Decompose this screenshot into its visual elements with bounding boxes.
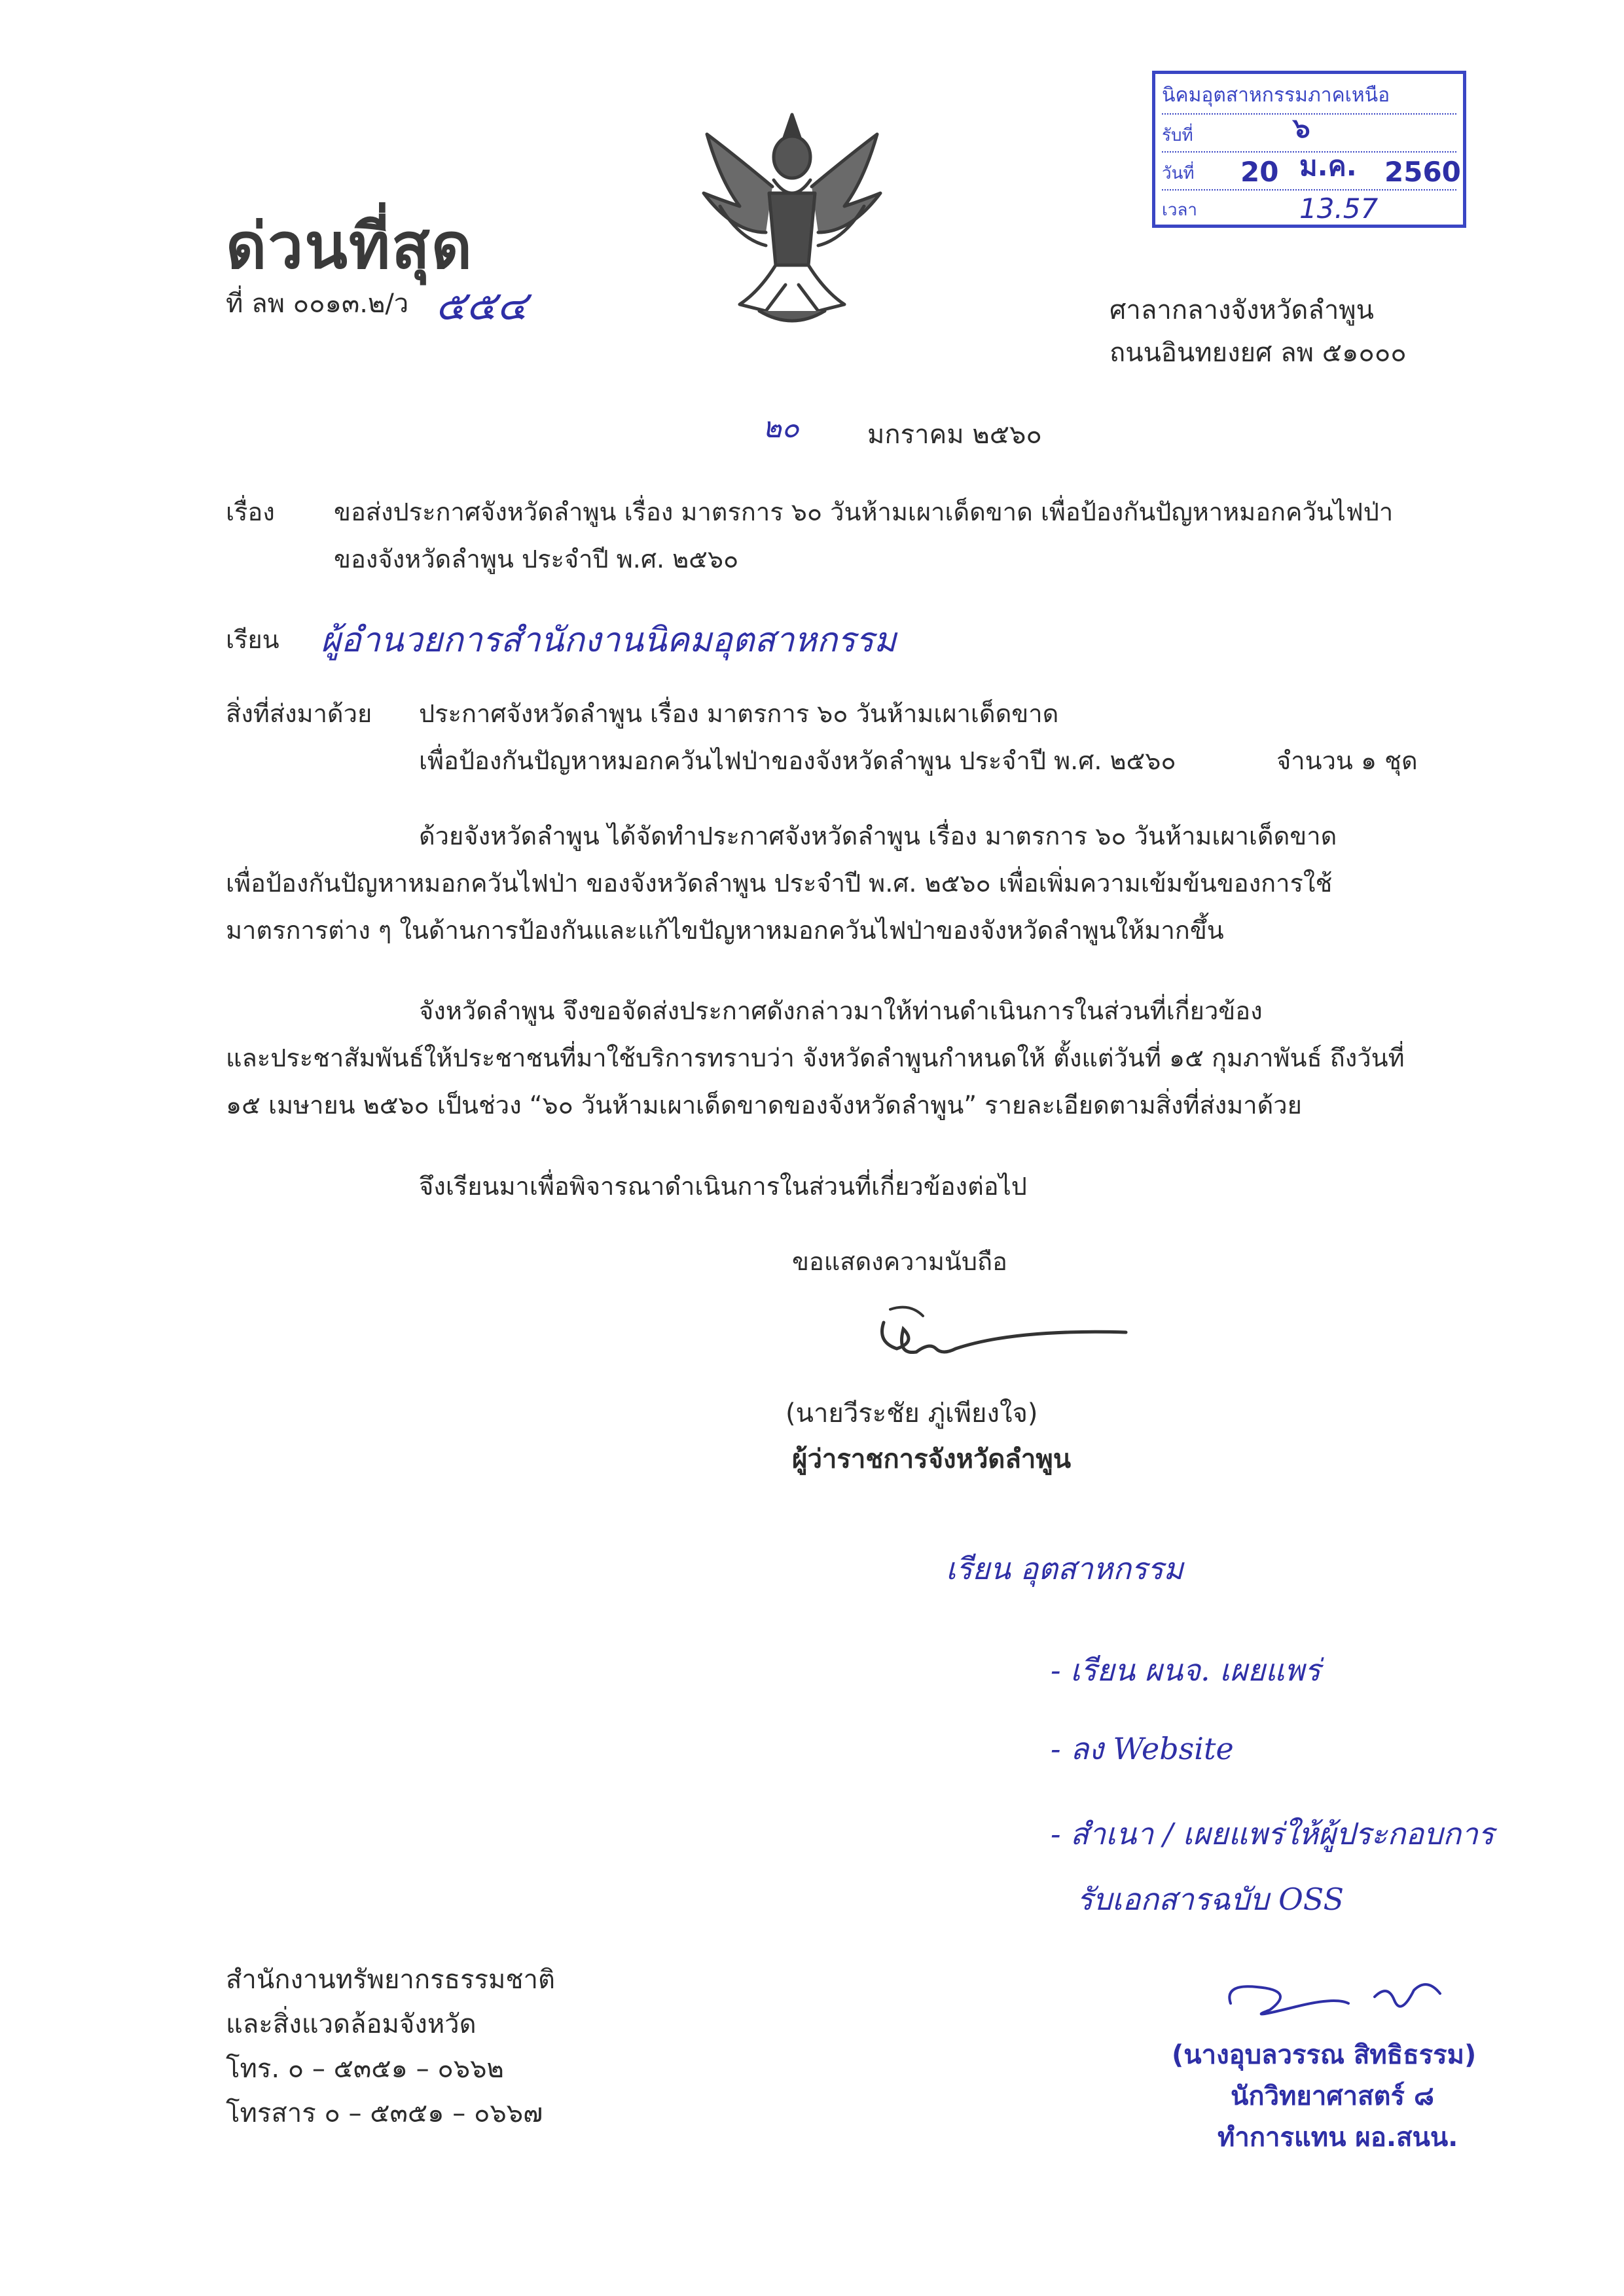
sender-address-line1: ศาลากลางจังหวัดลำพูน [1110,295,1375,325]
letter-date: มกราคม ๒๕๖๐ [867,420,1042,450]
reference-number: ที่ ลพ ๐๐๑๓.๒/ว [226,289,409,319]
handwritten-note-1: เรียน อุตสาหกรรม [946,1551,1183,1586]
stamp-date-row [1162,150,1461,191]
paragraph2-line1: จังหวัดลำพูน จึงขอจัดส่งประกาศดังกล่าวมาให้ท่านดำเนินการในส่วนที่เกี่ยวข้อง [419,996,1263,1025]
stamp-time-row [1162,189,1456,227]
stamp-date-day: 20 [1240,156,1279,188]
subject-label: เรื่อง [226,498,275,526]
subject-line2: ของจังหวัดลำพูน ประจำปี พ.ศ. ๒๕๖๐ [334,545,739,574]
garuda-emblem-icon [694,108,890,331]
received-stamp [1152,71,1466,228]
enclosure-line1: ประกาศจังหวัดลำพูน เรื่อง มาตรการ ๖๐ วันห้ามเผาเด็ดขาด [419,699,1059,728]
paragraph3: จึงเรียนมาเพื่อพิจารณาดำเนินการในส่วนที่เกี่ยวข้องต่อไป [419,1172,1027,1201]
stamp-org: นิคมอุตสาหกรรมภาคเหนือ [1162,84,1390,107]
stamp-time-label: เวลา [1162,200,1198,220]
closing-phrase: ขอแสดงความนับถือ [792,1247,1007,1276]
paragraph1-line1: ด้วยจังหวัดลำพูน ได้จัดทำประกาศจังหวัดลำพูน เรื่อง มาตรการ ๖๐ วันห้ามเผาเด็ดขาด [419,822,1337,850]
delegate-name: (นางอุบลวรรณ สิทธิธรรม) [1172,2040,1477,2070]
to-label: เรียน [226,625,280,654]
stamp-time-value: 13.57 [1299,192,1379,225]
handwritten-note-2: - เรียน ผนจ. เผยแพร่ [1051,1652,1321,1688]
department-line1: สำนักงานทรัพยากรธรรมชาติ [226,1965,555,1995]
delegate-title: นักวิทยาศาสตร์ ๘ [1231,2081,1434,2111]
enclosure-label: สิ่งที่ส่งมาด้วย [226,699,372,728]
urgency-heading: ด่วนที่สุด [226,210,474,283]
delegate-signature-icon [1218,1971,1473,2030]
enclosure-line2: เพื่อป้องกันปัญหาหมอกควันไฟป่าของจังหวัดลำพูน ประจำปี พ.ศ. ๒๕๖๐ [419,746,1176,775]
stamp-received-label: รับที่ [1162,126,1193,145]
signer-title: ผู้ว่าราชการจังหวัดลำพูน [792,1444,1072,1474]
subject-line1: ขอส่งประกาศจังหวัดลำพูน เรื่อง มาตรการ ๖๐ วันห้ามเผาเด็ดขาด เพื่อป้องกันปัญหาหมอกควันไฟป่า [334,498,1394,526]
stamp-date-label: วันที่ [1162,164,1195,183]
phone-number: โทร. ๐ – ๕๓๕๑ – ๐๖๖๒ [226,2054,504,2084]
stamp-date-month: ม.ค. [1299,150,1357,182]
fax-number: โทรสาร ๐ – ๕๓๕๑ – ๐๖๖๗ [226,2098,543,2128]
stamp-received-number: ๖ [1293,112,1310,144]
department-line2: และสิ่งแวดล้อมจังหวัด [226,2009,477,2039]
paragraph2-line3: ๑๕ เมษายน ๒๕๖๐ เป็นช่วง “๖๐ วันห้ามเผาเด็ดขาดของจังหวัดลำพูน” รายละเอียดตามสิ่งที่ส่งมาด้วย [226,1091,1302,1120]
paragraph1-line2: เพื่อป้องกันปัญหาหมอกควันไฟป่า ของจังหวัดลำพูน ประจำปี พ.ศ. ๒๕๖๐ เพื่อเพิ่มความเข้มข้นของการใช้ [226,869,1333,898]
signer-name: (นายวีระชัย ภู่เพียงใจ) [785,1398,1038,1429]
stamp-date-year: 2560 [1384,156,1461,188]
reference-number-handwritten: ๕๕๔ [435,282,528,329]
handwritten-note-3: - ลง Website [1051,1731,1234,1766]
date-day-handwritten: ๒๐ [763,411,799,445]
handwritten-note-5: รับเอกสารฉบับ OSS [1077,1882,1344,1917]
governor-signature-icon [871,1303,1132,1375]
handwritten-note-4: - สำเนา / เผยแพร่ให้ผู้ประกอบการ [1051,1816,1494,1851]
enclosure-quantity: จำนวน ๑ ชุด [1276,746,1418,775]
paragraph2-line2: และประชาสัมพันธ์ให้ประชาชนที่มาใช้บริการทราบว่า จังหวัดลำพูนกำหนดให้ ตั้งแต่วันที่ ๑๕ กุมภาพันธ์ ถึงวันที่ [226,1044,1405,1072]
sender-address-line2: ถนนอินทยงยศ ลพ ๕๑๐๐๐ [1110,338,1407,368]
to-handwritten: ผู้อำนวยการสำนักงานนิคมอุตสาหกรรม [321,621,897,660]
delegate-role: ทำการแทน ผอ.สนน. [1218,2123,1458,2153]
paragraph1-line3: มาตรการต่าง ๆ ในด้านการป้องกันและแก้ไขปัญหาหมอกควันไฟป่าของจังหวัดลำพูนให้มากขึ้น [226,916,1224,945]
